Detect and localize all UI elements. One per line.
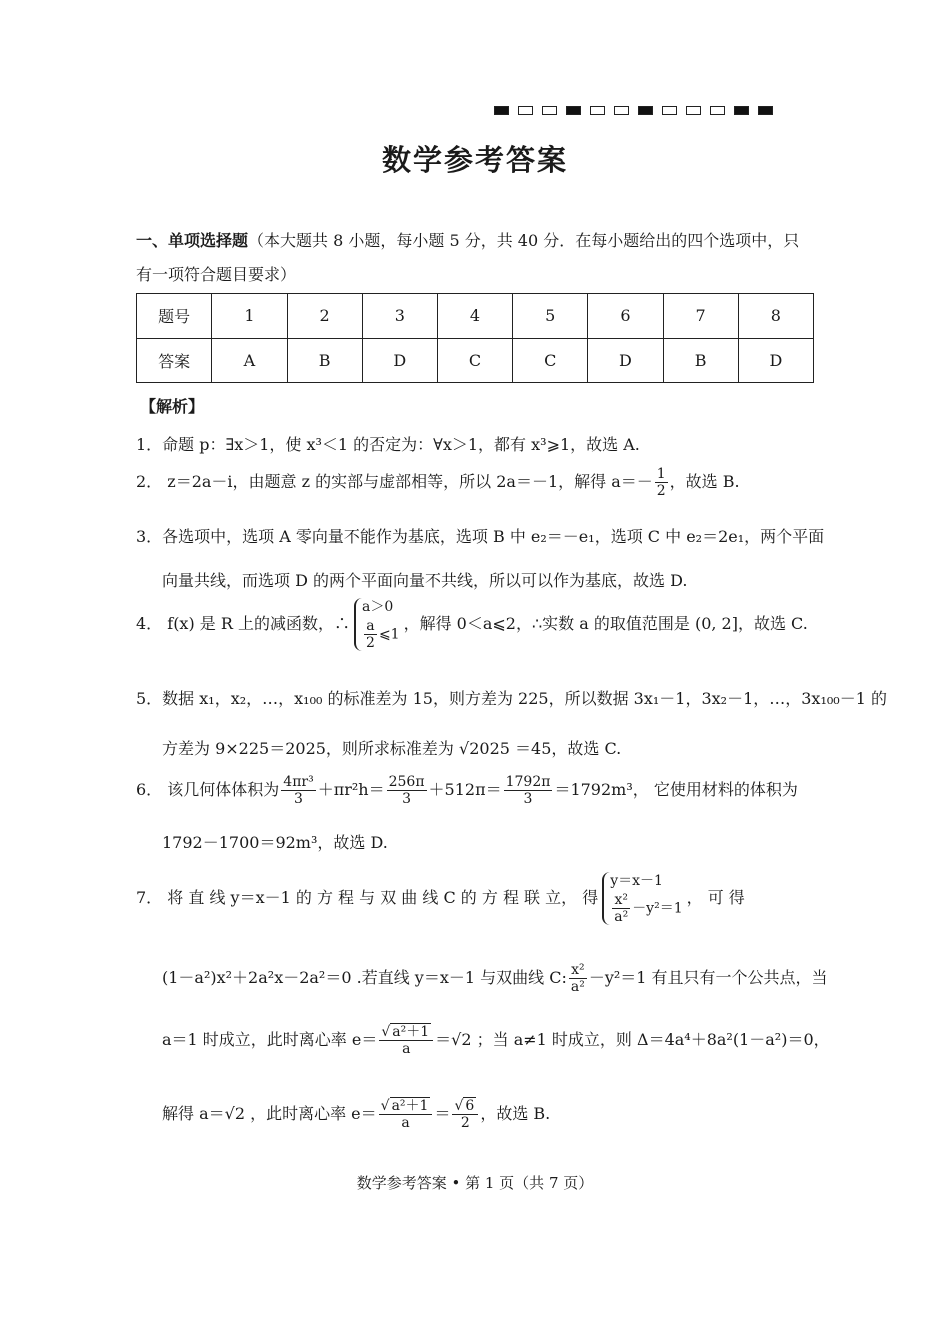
q7-text: (1－a²)x²＋2a²x－2a²＝0 .若直线 y＝x－1 与双曲线 C: [162, 968, 567, 988]
explanation-q2 [136, 466, 740, 499]
table-row [137, 338, 814, 383]
numerator: 1792π [505, 774, 551, 790]
explanation-q5-line2: 方差为 9×225＝2025，则所求标准差为 √2025 ＝45，故选 C. [162, 739, 622, 758]
question-number: 7 [663, 294, 738, 339]
answer-table [136, 293, 814, 383]
section-1-title: 一、单项选择题 [136, 231, 249, 250]
pattern-square [494, 106, 509, 115]
q6-text: ＝1792m³， 它使用材料的体积为 [554, 780, 798, 800]
q7-text: －y²＝1 有且只有一个公共点，当 [588, 968, 828, 988]
denominator: 3 [294, 791, 303, 808]
question-number: 5 [513, 294, 588, 339]
q7-text: ＝ [434, 1104, 451, 1124]
system-rest: ⩽1 [378, 626, 400, 643]
answer-cell: C [513, 338, 588, 383]
page-footer: 数学参考答案 • 第 1 页（共 7 页） [356, 1174, 594, 1192]
fraction [281, 774, 315, 807]
pattern-square [734, 106, 749, 115]
denominator: 2 [656, 483, 666, 500]
fraction [569, 962, 587, 995]
explanation-q5-line1: 5．数据 x₁，x₂，…，x₁₀₀ 的标准差为 15，则方差为 225，所以数据 3x₁－1，3x₂－1，…，3x₁₀₀－1 的 [136, 689, 887, 708]
q2-text-end: ，故选 B. [669, 472, 740, 492]
explanation-q3-line2: 向量共线，而选项 D 的两个平面向量不共线，所以可以作为基底，故选 D. [162, 571, 688, 590]
explanation-q7-line3 [162, 1024, 830, 1057]
denominator: 2 [460, 1115, 470, 1132]
q7-text: 解得 a＝√2 ，此时离心率 e＝ [162, 1104, 377, 1124]
pattern-square [662, 106, 677, 115]
section-1-heading [136, 228, 799, 251]
pattern-square [566, 106, 581, 115]
numerator: 4πr³ [283, 774, 314, 790]
denominator: 2 [366, 634, 375, 651]
system-rest: －y²＝1 [632, 900, 683, 917]
pattern-square [638, 106, 653, 115]
q6-text: 6． 该几何体体积为 [136, 780, 280, 800]
pattern-square [590, 106, 605, 115]
fraction [379, 1098, 433, 1131]
explanation-q7-line1 [136, 872, 745, 925]
equation-system [602, 872, 682, 925]
radicand: a²＋1 [391, 1098, 429, 1114]
q7-text: ＝√2 ；当 a≠1 时成立，则 Δ＝4a⁴＋8a²(1－a²)＝0， [435, 1030, 830, 1050]
denominator: 3 [523, 791, 533, 808]
question-number: 1 [212, 294, 287, 339]
denominator: 3 [402, 791, 412, 808]
numerator: 1 [656, 466, 666, 482]
answer-cell: B [663, 338, 738, 383]
pattern-square [518, 106, 533, 115]
fraction [504, 774, 553, 807]
q6-text: ＋512π＝ [428, 780, 502, 800]
q6-text: ＋πr²h＝ [317, 780, 385, 800]
explanation-q7-line2 [162, 962, 828, 995]
pattern-square [758, 106, 773, 115]
q7-text: a＝1 时成立，此时离心率 e＝ [162, 1030, 378, 1050]
numerator: x² [569, 962, 587, 979]
answer-cell: D [362, 338, 437, 383]
answer-cell: D [588, 338, 663, 383]
pattern-square [614, 106, 629, 115]
denominator: a [402, 1041, 411, 1058]
explanation-q6-line2: 1792－1700＝92m³，故选 D. [162, 833, 388, 852]
numerator: x² [612, 892, 630, 909]
question-number: 4 [437, 294, 512, 339]
table-row [137, 294, 814, 339]
fraction [379, 1024, 433, 1057]
q4-text-end: ，解得 0＜a⩽2，∴实数 a 的取值范围是 (0, 2]，故选 C. [403, 613, 808, 633]
answer-cell: A [212, 338, 287, 383]
q2-text: 2． z＝2a－i，由题意 z 的实部与虚部相等，所以 2a＝－1，解得 a＝－ [136, 472, 653, 492]
explanation-q4 [136, 598, 808, 651]
inequality-system [354, 598, 400, 651]
numerator: √ 6 [452, 1098, 478, 1115]
numerator: √ a²＋1 [379, 1098, 433, 1115]
system-line [610, 892, 682, 925]
answer-cell: C [437, 338, 512, 383]
system-line [362, 618, 400, 651]
denominator: a² [570, 979, 585, 996]
answer-cell: D [738, 338, 813, 383]
radicand: 6 [465, 1098, 475, 1114]
radicand: a²＋1 [392, 1024, 430, 1040]
q7-text: ，故选 B. [480, 1104, 551, 1124]
explanation-q6 [136, 774, 798, 807]
fraction [452, 1098, 478, 1131]
pattern-square [710, 106, 725, 115]
numerator: √ a²＋1 [379, 1024, 433, 1041]
system-line: y＝x－1 [610, 873, 663, 889]
q4-text: 4． f(x) 是 R 上的减函数，∴ [136, 613, 351, 633]
section-1-desc-cont: 有一项符合题目要求） [136, 265, 297, 284]
pattern-square [542, 106, 557, 115]
header-pattern [494, 106, 773, 115]
answer-cell: B [287, 338, 362, 383]
numerator: 256π [388, 774, 425, 790]
row-label: 题号 [137, 294, 212, 339]
question-number: 2 [287, 294, 362, 339]
system-line: a＞0 [362, 599, 394, 615]
fraction [387, 774, 427, 807]
page-title: 数学参考答案 [381, 143, 568, 177]
question-number: 8 [738, 294, 813, 339]
denominator: a² [614, 908, 629, 925]
numerator: a [364, 618, 377, 635]
row-label: 答案 [137, 338, 212, 383]
q7-text: 7． 将 直 线 y＝x－1 的 方 程 与 双 曲 线 C 的 方 程 联 立， 得 [136, 887, 599, 907]
explanation-header: 【解析】 [140, 397, 205, 416]
question-number: 6 [588, 294, 663, 339]
fraction [655, 466, 668, 499]
denominator: a [401, 1115, 410, 1132]
explanation-q7-line4 [162, 1098, 550, 1131]
explanation-q3-line1: 3．各选项中，选项 A 零向量不能作为基底，选项 B 中 e₂＝－e₁，选项 C 中 e₂＝2e₁，两个平面 [136, 527, 825, 546]
explanation-q1: 1．命题 p：∃x＞1，使 x³＜1 的否定为：∀x＞1，都有 x³⩾1，故选 A. [136, 435, 640, 454]
q7-text-end: ， 可 得 [686, 887, 745, 907]
section-1-desc: （本大题共 8 小题，每小题 5 分，共 40 分．在每小题给出的四个选项中，只 [248, 231, 800, 250]
question-number: 3 [362, 294, 437, 339]
pattern-square [686, 106, 701, 115]
